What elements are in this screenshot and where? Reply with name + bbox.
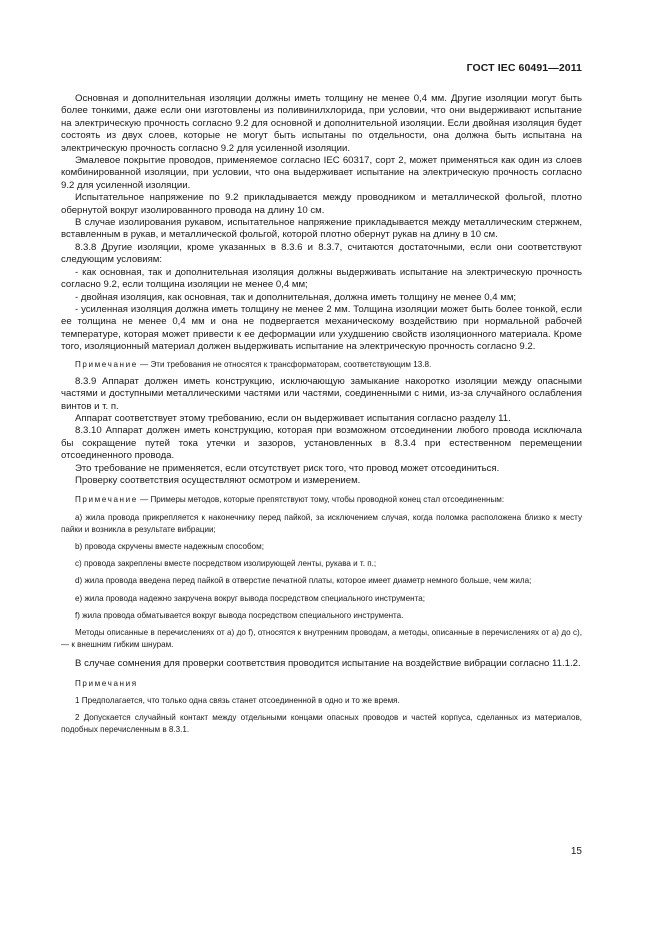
paragraph-sleeve-insulation: В случае изолирования рукавом, испытательное напряжение прикладывается между металлическим стержнем, вставленным в рукав, и металлической фольгой, которой плотно обернут рукав на длину в 10 см. [61, 217, 582, 241]
paragraph-inspection-measurement: Проверку соответствия осуществляют осмотром и измерением. [75, 474, 361, 486]
note-item-b: b) провода скручены вместе надежным способом; [75, 542, 264, 551]
note-transformers [61, 359, 582, 371]
list-item-reinforced-insulation: - усиленная изоляция должна иметь толщину не менее 2 мм. Толщина изоляции может быть более тонкой, если ее толщина не менее 0,4 мм и она не подвергается механическому воздействию при нормальной рабочей температуре, которая может привести к ее деформации или ухудшению свойств изоляционного материала. Кроме того, изоляционный материал должен выдерживать испытание на электрическую прочность согласно 9.2. [61, 303, 582, 353]
paragraph-no-risk-exception: Это требование не применяется, если отсутствует риск того, что провод может отсоединиться. [75, 462, 500, 474]
note-label: Примечание [75, 495, 138, 505]
list-item-double-insulation: - двойная изоляция, как основная, так и дополнительная, должна иметь толщину не менее 0,4 мм; [75, 291, 517, 303]
note-item-a: а) жила провода прикрепляется к наконечнику перед пайкой, за исключением случая, когда поломка расположена близко к месту пайки и возникла в результате вибрации; [61, 512, 582, 534]
note-label: Примечание [75, 359, 138, 369]
notes-heading: Примечания [75, 678, 138, 688]
note-item-d: d) жила провода введена перед пайкой в отверстие печатной платы, которое имеет диаметр немного больше, чем жила; [75, 576, 532, 586]
clause-8-3-10: 8.3.10 Аппарат должен иметь конструкцию, которая при возможном отсоединении любого провода исключала бы сокращение путей тока утечки и зазоров, установленных в 8.3.4 при естественном перемещении отсоединенного провода. [61, 425, 582, 462]
document-body [61, 93, 582, 737]
page-number: 15 [570, 846, 582, 857]
note-item-f: f) жила провода обматывается вокруг вывода посредством специального инструмента. [75, 610, 404, 620]
paragraph-test-voltage-foil: Испытательное напряжение по 9.2 прикладывается между проводником и металлической фольгой, плотно обернутой вокруг изолированного провода на длину 10 см. [61, 192, 582, 216]
note-1: 1 Предполагается, что только одна связь станет отсоединенной в одно и то же время. [75, 696, 400, 706]
paragraph-vibration-test: В случае сомнения для проверки соответствия проводится испытание на воздействие вибрации согласно 11.1.2. [75, 658, 581, 670]
list-item-basic-supplementary: - как основная, так и дополнительная изоляция должны выдерживать испытание на электрическую прочность согласно 9.2, если толщина изоляции не менее 0,4 мм; [61, 266, 582, 291]
note-2: 2 Допускается случайный контакт между отдельными концами опасных проводов и частей корпуса, сделанных из материалов, подобных перечисленным в 8.3.1. [61, 713, 582, 735]
note-methods-scope: Методы описанные в перечислениях от а) до f), относятся к внутренним проводам, а методы, описанные в перечислениях от а) до с), — к внешним гибким шнурам. [61, 628, 582, 650]
document-code-header: ГОСТ IEC 60491—2011 [466, 62, 582, 74]
paragraph-compliance-section-11: Аппарат соответствует этому требованию, если он выдерживает испытания согласно разделу 11. [75, 412, 511, 424]
clause-8-3-8: 8.3.8 Другие изоляции, кроме указанных в 8.3.6 и 8.3.7, считаются достаточными, если они соответствуют следующим условиям: [61, 241, 582, 266]
note-item-e: е) жила провода надежно закручена вокруг вывода посредством специального инструмента; [75, 593, 425, 603]
clause-8-3-9: 8.3.9 Аппарат должен иметь конструкцию, исключающую замыкание накоротко изоляции между опасными частями и доступными металлическими частями или частями, соединенными с ними, из-за случайного ослабления винтов и т. п. [61, 375, 582, 412]
note-methods-intro [61, 494, 582, 506]
note-text: — Примеры методов, которые препятствуют тому, чтобы проводной конец стал отсоединенным: [137, 495, 505, 505]
paragraph-enamel-coating: Эмалевое покрытие проводов, применяемое согласно IEC 60317, сорт 2, может применяться как один из слоев комбинированной изоляции, при условии, что она выдерживает испытание на электрическую прочность согласно 9.2 для усиленной изоляции. [61, 155, 582, 191]
note-text: — Эти требования не относятся к трансформаторам, соответствующим 13.8. [137, 359, 432, 369]
paragraph-insulation-thickness: Основная и дополнительная изоляции должны иметь толщину не менее 0,4 мм. Другие изоляции могут быть более тонкими, даже если они изготовлены из поливинилхлорида, при условии, что они выдерживают испытание на электрическую прочность согласно 9.2 для основной и дополнительной изоляции. Если двойная изоляция будет состоять из двух слоев, которые не могут быть испытаны по отдельности, она должна быть испытана на электрическую прочность согласно 9.2 для усиленной изоляции. [61, 93, 582, 154]
note-item-c: с) провода закреплены вместе посредством изолирующей ленты, рукава и т. п.; [75, 559, 377, 569]
